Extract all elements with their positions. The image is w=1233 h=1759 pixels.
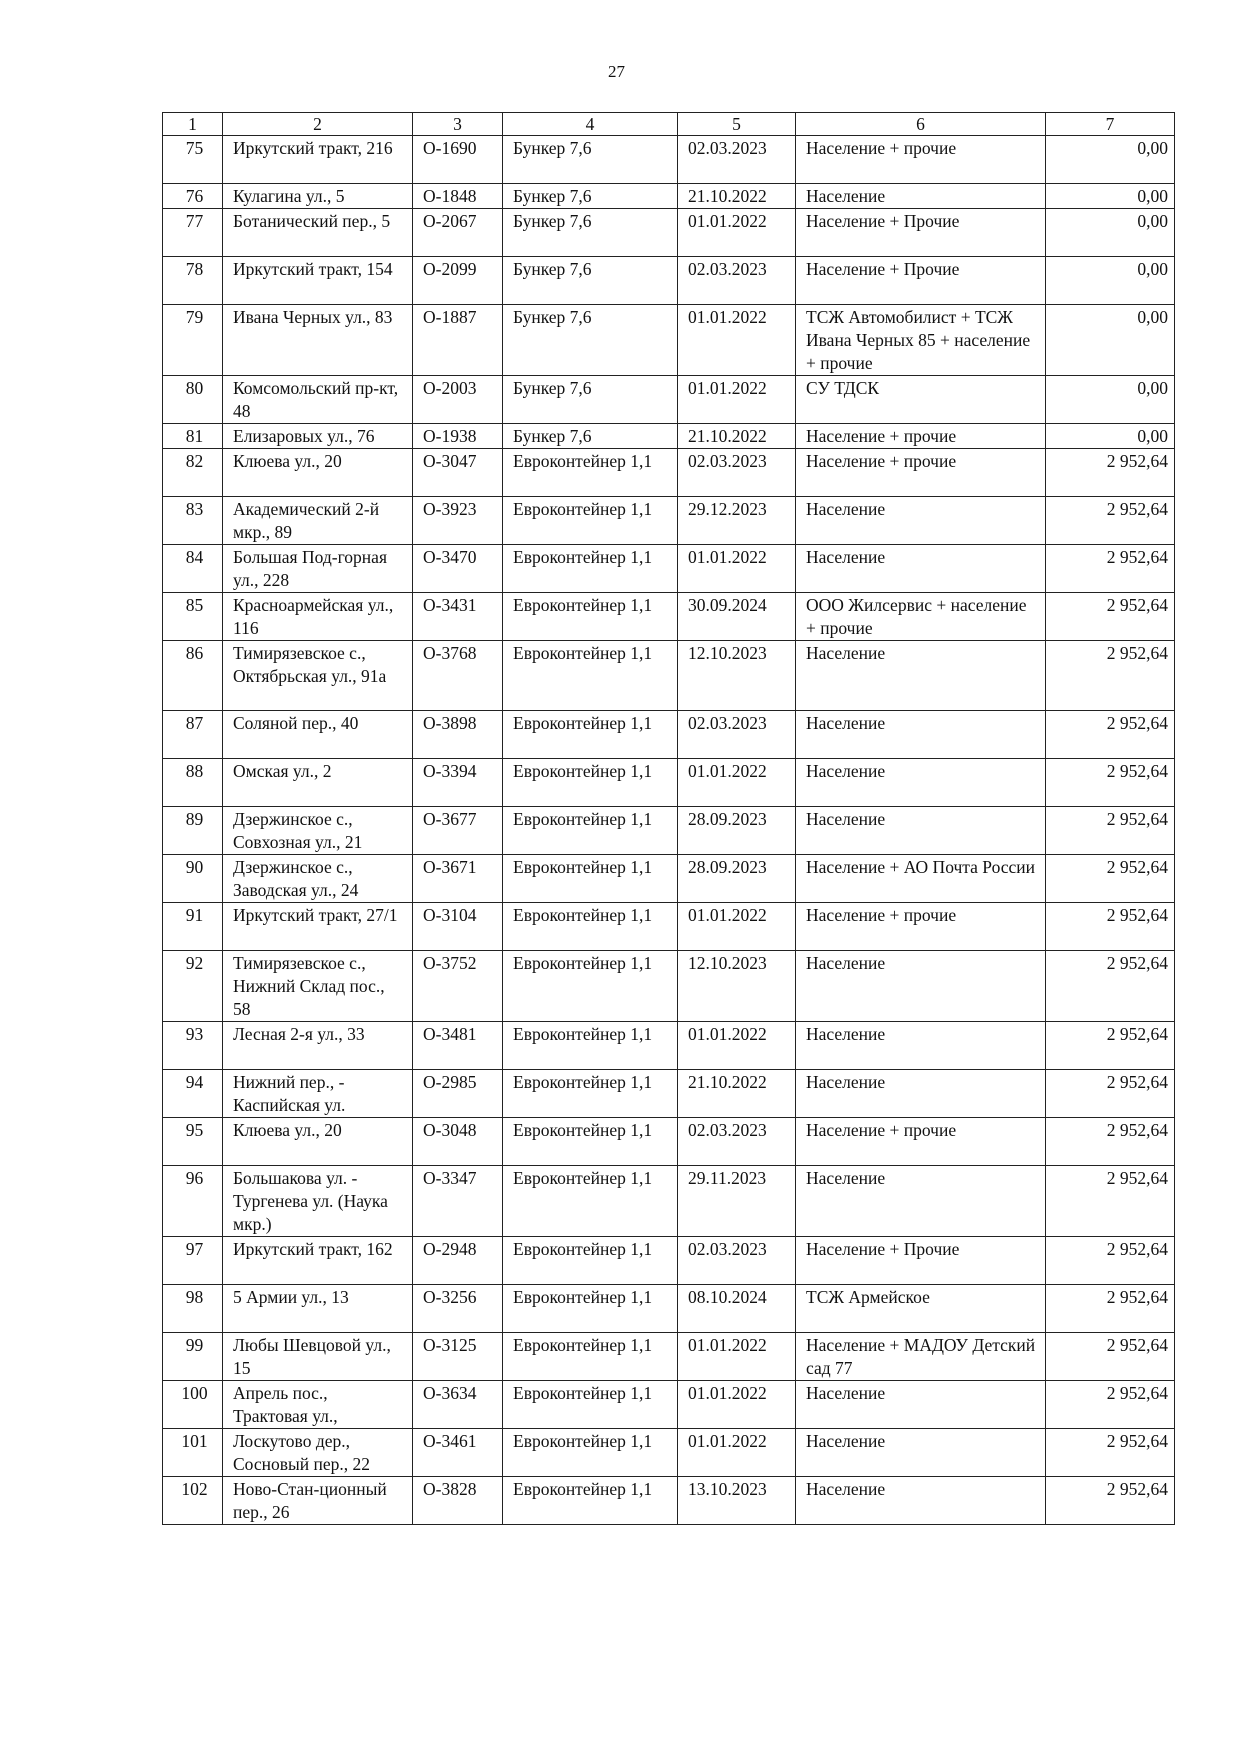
- amount-cell: 2 952,64: [1046, 903, 1175, 951]
- row-number-cell: 82: [163, 449, 223, 497]
- start-date-cell: 29.11.2023: [678, 1166, 796, 1237]
- table-row: [163, 593, 1175, 641]
- start-date-cell: 01.01.2022: [678, 1429, 796, 1477]
- table-row: [163, 184, 1175, 209]
- row-number-cell: 79: [163, 305, 223, 376]
- start-date-cell: 08.10.2024: [678, 1285, 796, 1333]
- amount-cell: 0,00: [1046, 376, 1175, 424]
- object-code-cell: О-1887: [413, 305, 503, 376]
- container-type-cell: Евроконтейнер 1,1: [503, 1237, 678, 1285]
- row-number-cell: 75: [163, 136, 223, 184]
- address-cell: Ивана Черных ул., 83: [223, 305, 413, 376]
- row-number-cell: 93: [163, 1022, 223, 1070]
- consumer-cell: Население + Прочие: [796, 209, 1046, 257]
- row-number-cell: 95: [163, 1118, 223, 1166]
- table-row: [163, 424, 1175, 449]
- row-number-cell: 97: [163, 1237, 223, 1285]
- address-cell: Иркутский тракт, 27/1: [223, 903, 413, 951]
- start-date-cell: 02.03.2023: [678, 449, 796, 497]
- consumer-cell: Население: [796, 807, 1046, 855]
- address-cell: Лесная 2-я ул., 33: [223, 1022, 413, 1070]
- object-code-cell: О-3104: [413, 903, 503, 951]
- header-row: [163, 113, 1175, 136]
- row-number-cell: 87: [163, 711, 223, 759]
- object-code-cell: О-3898: [413, 711, 503, 759]
- column-header: 6: [796, 113, 1046, 136]
- container-type-cell: Евроконтейнер 1,1: [503, 497, 678, 545]
- amount-cell: 2 952,64: [1046, 1237, 1175, 1285]
- consumer-cell: Население + прочие: [796, 903, 1046, 951]
- container-type-cell: Евроконтейнер 1,1: [503, 807, 678, 855]
- row-number-cell: 85: [163, 593, 223, 641]
- container-type-cell: Евроконтейнер 1,1: [503, 951, 678, 1022]
- address-cell: Кулагина ул., 5: [223, 184, 413, 209]
- row-number-cell: 94: [163, 1070, 223, 1118]
- container-type-cell: Евроконтейнер 1,1: [503, 545, 678, 593]
- start-date-cell: 01.01.2022: [678, 305, 796, 376]
- address-cell: Дзержинское с., Заводская ул., 24: [223, 855, 413, 903]
- amount-cell: 2 952,64: [1046, 807, 1175, 855]
- consumer-cell: Население + АО Почта России: [796, 855, 1046, 903]
- address-cell: Большая Под-горная ул., 228: [223, 545, 413, 593]
- consumer-cell: Население: [796, 711, 1046, 759]
- column-header: 1: [163, 113, 223, 136]
- address-cell: Ботанический пер., 5: [223, 209, 413, 257]
- amount-cell: 0,00: [1046, 424, 1175, 449]
- address-cell: Ново-Стан-ционный пер., 26: [223, 1477, 413, 1525]
- container-type-cell: Евроконтейнер 1,1: [503, 593, 678, 641]
- amount-cell: 2 952,64: [1046, 1477, 1175, 1525]
- table-row: [163, 855, 1175, 903]
- amount-cell: 0,00: [1046, 257, 1175, 305]
- table-row: [163, 1237, 1175, 1285]
- amount-cell: 2 952,64: [1046, 545, 1175, 593]
- start-date-cell: 21.10.2022: [678, 1070, 796, 1118]
- amount-cell: 2 952,64: [1046, 1022, 1175, 1070]
- row-number-cell: 102: [163, 1477, 223, 1525]
- amount-cell: 2 952,64: [1046, 1166, 1175, 1237]
- container-type-cell: Евроконтейнер 1,1: [503, 903, 678, 951]
- object-code-cell: О-3047: [413, 449, 503, 497]
- address-cell: Большакова ул. - Тургенева ул. (Наука мкр.): [223, 1166, 413, 1237]
- row-number-cell: 92: [163, 951, 223, 1022]
- address-cell: Тимирязевское с., Октябрьская ул., 91а: [223, 641, 413, 711]
- consumer-cell: Население: [796, 759, 1046, 807]
- start-date-cell: 02.03.2023: [678, 1237, 796, 1285]
- start-date-cell: 30.09.2024: [678, 593, 796, 641]
- consumer-cell: Население + прочие: [796, 136, 1046, 184]
- container-type-cell: Евроконтейнер 1,1: [503, 641, 678, 711]
- row-number-cell: 98: [163, 1285, 223, 1333]
- amount-cell: 2 952,64: [1046, 711, 1175, 759]
- row-number-cell: 99: [163, 1333, 223, 1381]
- consumer-cell: Население: [796, 1070, 1046, 1118]
- consumer-cell: ТСЖ Автомобилист + ТСЖ Ивана Черных 85 + население + прочие: [796, 305, 1046, 376]
- table-row: [163, 376, 1175, 424]
- column-header: 3: [413, 113, 503, 136]
- table-row: [163, 209, 1175, 257]
- address-cell: Иркутский тракт, 162: [223, 1237, 413, 1285]
- consumer-cell: Население: [796, 641, 1046, 711]
- consumer-cell: СУ ТДСК: [796, 376, 1046, 424]
- row-number-cell: 96: [163, 1166, 223, 1237]
- consumer-cell: Население: [796, 545, 1046, 593]
- consumer-cell: Население: [796, 1022, 1046, 1070]
- table-row: [163, 641, 1175, 711]
- start-date-cell: 21.10.2022: [678, 184, 796, 209]
- address-cell: Любы Шевцовой ул., 15: [223, 1333, 413, 1381]
- row-number-cell: 80: [163, 376, 223, 424]
- container-type-cell: Евроконтейнер 1,1: [503, 1333, 678, 1381]
- object-code-cell: О-3125: [413, 1333, 503, 1381]
- amount-cell: 2 952,64: [1046, 449, 1175, 497]
- amount-cell: 2 952,64: [1046, 1070, 1175, 1118]
- container-type-cell: Бункер 7,6: [503, 209, 678, 257]
- start-date-cell: 02.03.2023: [678, 136, 796, 184]
- consumer-cell: Население + прочие: [796, 449, 1046, 497]
- table-row: [163, 1285, 1175, 1333]
- object-code-cell: О-3923: [413, 497, 503, 545]
- object-code-cell: О-2099: [413, 257, 503, 305]
- row-number-cell: 91: [163, 903, 223, 951]
- consumer-cell: Население + Прочие: [796, 257, 1046, 305]
- row-number-cell: 78: [163, 257, 223, 305]
- column-header: 5: [678, 113, 796, 136]
- table-row: [163, 1333, 1175, 1381]
- start-date-cell: 01.01.2022: [678, 759, 796, 807]
- start-date-cell: 01.01.2022: [678, 1381, 796, 1429]
- amount-cell: 2 952,64: [1046, 1429, 1175, 1477]
- object-code-cell: О-3048: [413, 1118, 503, 1166]
- object-code-cell: О-3752: [413, 951, 503, 1022]
- container-type-cell: Бункер 7,6: [503, 136, 678, 184]
- container-type-cell: Бункер 7,6: [503, 305, 678, 376]
- start-date-cell: 02.03.2023: [678, 711, 796, 759]
- amount-cell: 2 952,64: [1046, 593, 1175, 641]
- container-type-cell: Бункер 7,6: [503, 184, 678, 209]
- address-cell: Красноармейская ул., 116: [223, 593, 413, 641]
- amount-cell: 2 952,64: [1046, 1381, 1175, 1429]
- table-body: [163, 136, 1175, 1525]
- consumer-cell: Население: [796, 1429, 1046, 1477]
- amount-cell: 2 952,64: [1046, 855, 1175, 903]
- row-number-cell: 101: [163, 1429, 223, 1477]
- table-row: [163, 449, 1175, 497]
- container-type-cell: Евроконтейнер 1,1: [503, 711, 678, 759]
- object-code-cell: О-3394: [413, 759, 503, 807]
- row-number-cell: 81: [163, 424, 223, 449]
- container-type-cell: Евроконтейнер 1,1: [503, 1118, 678, 1166]
- object-code-cell: О-3828: [413, 1477, 503, 1525]
- object-code-cell: О-3634: [413, 1381, 503, 1429]
- start-date-cell: 12.10.2023: [678, 641, 796, 711]
- container-type-cell: Евроконтейнер 1,1: [503, 1429, 678, 1477]
- row-number-cell: 89: [163, 807, 223, 855]
- consumer-cell: Население + МАДОУ Детский сад 77: [796, 1333, 1046, 1381]
- consumer-cell: Население: [796, 1166, 1046, 1237]
- container-type-cell: Евроконтейнер 1,1: [503, 1022, 678, 1070]
- table-row: [163, 1166, 1175, 1237]
- object-code-cell: О-3481: [413, 1022, 503, 1070]
- table-row: [163, 136, 1175, 184]
- row-number-cell: 77: [163, 209, 223, 257]
- table-row: [163, 1118, 1175, 1166]
- table-row: [163, 257, 1175, 305]
- consumer-cell: ООО Жилсервис + население + прочие: [796, 593, 1046, 641]
- address-cell: Елизаровых ул., 76: [223, 424, 413, 449]
- consumer-cell: Население: [796, 1381, 1046, 1429]
- amount-cell: 2 952,64: [1046, 1285, 1175, 1333]
- amount-cell: 2 952,64: [1046, 497, 1175, 545]
- row-number-cell: 86: [163, 641, 223, 711]
- object-code-cell: О-3256: [413, 1285, 503, 1333]
- object-code-cell: О-2948: [413, 1237, 503, 1285]
- row-number-cell: 83: [163, 497, 223, 545]
- table-row: [163, 1070, 1175, 1118]
- container-type-cell: Бункер 7,6: [503, 376, 678, 424]
- object-code-cell: О-2067: [413, 209, 503, 257]
- address-cell: Лоскутово дер., Сосновый пер., 22: [223, 1429, 413, 1477]
- object-code-cell: О-1848: [413, 184, 503, 209]
- table-row: [163, 759, 1175, 807]
- amount-cell: 0,00: [1046, 209, 1175, 257]
- address-cell: Соляной пер., 40: [223, 711, 413, 759]
- consumer-cell: Население: [796, 951, 1046, 1022]
- container-type-cell: Евроконтейнер 1,1: [503, 855, 678, 903]
- start-date-cell: 29.12.2023: [678, 497, 796, 545]
- address-cell: Иркутский тракт, 216: [223, 136, 413, 184]
- start-date-cell: 21.10.2022: [678, 424, 796, 449]
- object-code-cell: О-3768: [413, 641, 503, 711]
- page-number: 27: [608, 62, 625, 81]
- address-cell: Клюева ул., 20: [223, 1118, 413, 1166]
- address-cell: Иркутский тракт, 154: [223, 257, 413, 305]
- consumer-cell: Население + Прочие: [796, 1237, 1046, 1285]
- row-number-cell: 84: [163, 545, 223, 593]
- table-row: [163, 903, 1175, 951]
- address-cell: Омская ул., 2: [223, 759, 413, 807]
- consumer-cell: Население + прочие: [796, 424, 1046, 449]
- consumer-cell: ТСЖ Армейское: [796, 1285, 1046, 1333]
- table-row: [163, 1477, 1175, 1525]
- container-type-cell: Евроконтейнер 1,1: [503, 449, 678, 497]
- consumer-cell: Население + прочие: [796, 1118, 1046, 1166]
- container-type-cell: Евроконтейнер 1,1: [503, 1166, 678, 1237]
- amount-cell: 0,00: [1046, 305, 1175, 376]
- amount-cell: 0,00: [1046, 136, 1175, 184]
- table-row: [163, 807, 1175, 855]
- column-header: 2: [223, 113, 413, 136]
- container-type-cell: Бункер 7,6: [503, 257, 678, 305]
- object-code-cell: О-3671: [413, 855, 503, 903]
- address-cell: Апрель пос., Трактовая ул.,: [223, 1381, 413, 1429]
- table-row: [163, 545, 1175, 593]
- object-code-cell: О-3431: [413, 593, 503, 641]
- start-date-cell: 28.09.2023: [678, 855, 796, 903]
- table-row: [163, 1381, 1175, 1429]
- table-row: [163, 497, 1175, 545]
- start-date-cell: 02.03.2023: [678, 257, 796, 305]
- address-cell: Нижний пер., - Каспийская ул.: [223, 1070, 413, 1118]
- start-date-cell: 01.01.2022: [678, 1022, 796, 1070]
- address-cell: Дзержинское с., Совхозная ул., 21: [223, 807, 413, 855]
- start-date-cell: 02.03.2023: [678, 1118, 796, 1166]
- start-date-cell: 13.10.2023: [678, 1477, 796, 1525]
- address-cell: Комсомольский пр-кт, 48: [223, 376, 413, 424]
- table-row: [163, 1429, 1175, 1477]
- start-date-cell: 01.01.2022: [678, 376, 796, 424]
- amount-cell: 2 952,64: [1046, 641, 1175, 711]
- container-type-cell: Бункер 7,6: [503, 424, 678, 449]
- container-type-cell: Евроконтейнер 1,1: [503, 1381, 678, 1429]
- amount-cell: 0,00: [1046, 184, 1175, 209]
- table-row: [163, 951, 1175, 1022]
- amount-cell: 2 952,64: [1046, 1333, 1175, 1381]
- amount-cell: 2 952,64: [1046, 951, 1175, 1022]
- start-date-cell: 01.01.2022: [678, 1333, 796, 1381]
- start-date-cell: 01.01.2022: [678, 209, 796, 257]
- container-type-cell: Евроконтейнер 1,1: [503, 1285, 678, 1333]
- start-date-cell: 01.01.2022: [678, 903, 796, 951]
- object-code-cell: О-3461: [413, 1429, 503, 1477]
- object-code-cell: О-1690: [413, 136, 503, 184]
- consumer-cell: Население: [796, 497, 1046, 545]
- consumer-cell: Население: [796, 1477, 1046, 1525]
- amount-cell: 2 952,64: [1046, 1118, 1175, 1166]
- data-table: [162, 112, 1175, 1525]
- object-code-cell: О-3470: [413, 545, 503, 593]
- object-code-cell: О-1938: [413, 424, 503, 449]
- object-code-cell: О-3347: [413, 1166, 503, 1237]
- start-date-cell: 12.10.2023: [678, 951, 796, 1022]
- container-type-cell: Евроконтейнер 1,1: [503, 1477, 678, 1525]
- address-cell: Тимирязевское с., Нижний Склад пос., 58: [223, 951, 413, 1022]
- container-type-cell: Евроконтейнер 1,1: [503, 759, 678, 807]
- row-number-cell: 88: [163, 759, 223, 807]
- address-cell: Академический 2-й мкр., 89: [223, 497, 413, 545]
- object-code-cell: О-2985: [413, 1070, 503, 1118]
- amount-cell: 2 952,64: [1046, 759, 1175, 807]
- address-cell: Клюева ул., 20: [223, 449, 413, 497]
- object-code-cell: О-2003: [413, 376, 503, 424]
- start-date-cell: 01.01.2022: [678, 545, 796, 593]
- table-row: [163, 305, 1175, 376]
- object-code-cell: О-3677: [413, 807, 503, 855]
- column-header: 7: [1046, 113, 1175, 136]
- row-number-cell: 100: [163, 1381, 223, 1429]
- column-header: 4: [503, 113, 678, 136]
- container-type-cell: Евроконтейнер 1,1: [503, 1070, 678, 1118]
- start-date-cell: 28.09.2023: [678, 807, 796, 855]
- row-number-cell: 76: [163, 184, 223, 209]
- consumer-cell: Население: [796, 184, 1046, 209]
- row-number-cell: 90: [163, 855, 223, 903]
- address-cell: 5 Армии ул., 13: [223, 1285, 413, 1333]
- table-row: [163, 1022, 1175, 1070]
- table-row: [163, 711, 1175, 759]
